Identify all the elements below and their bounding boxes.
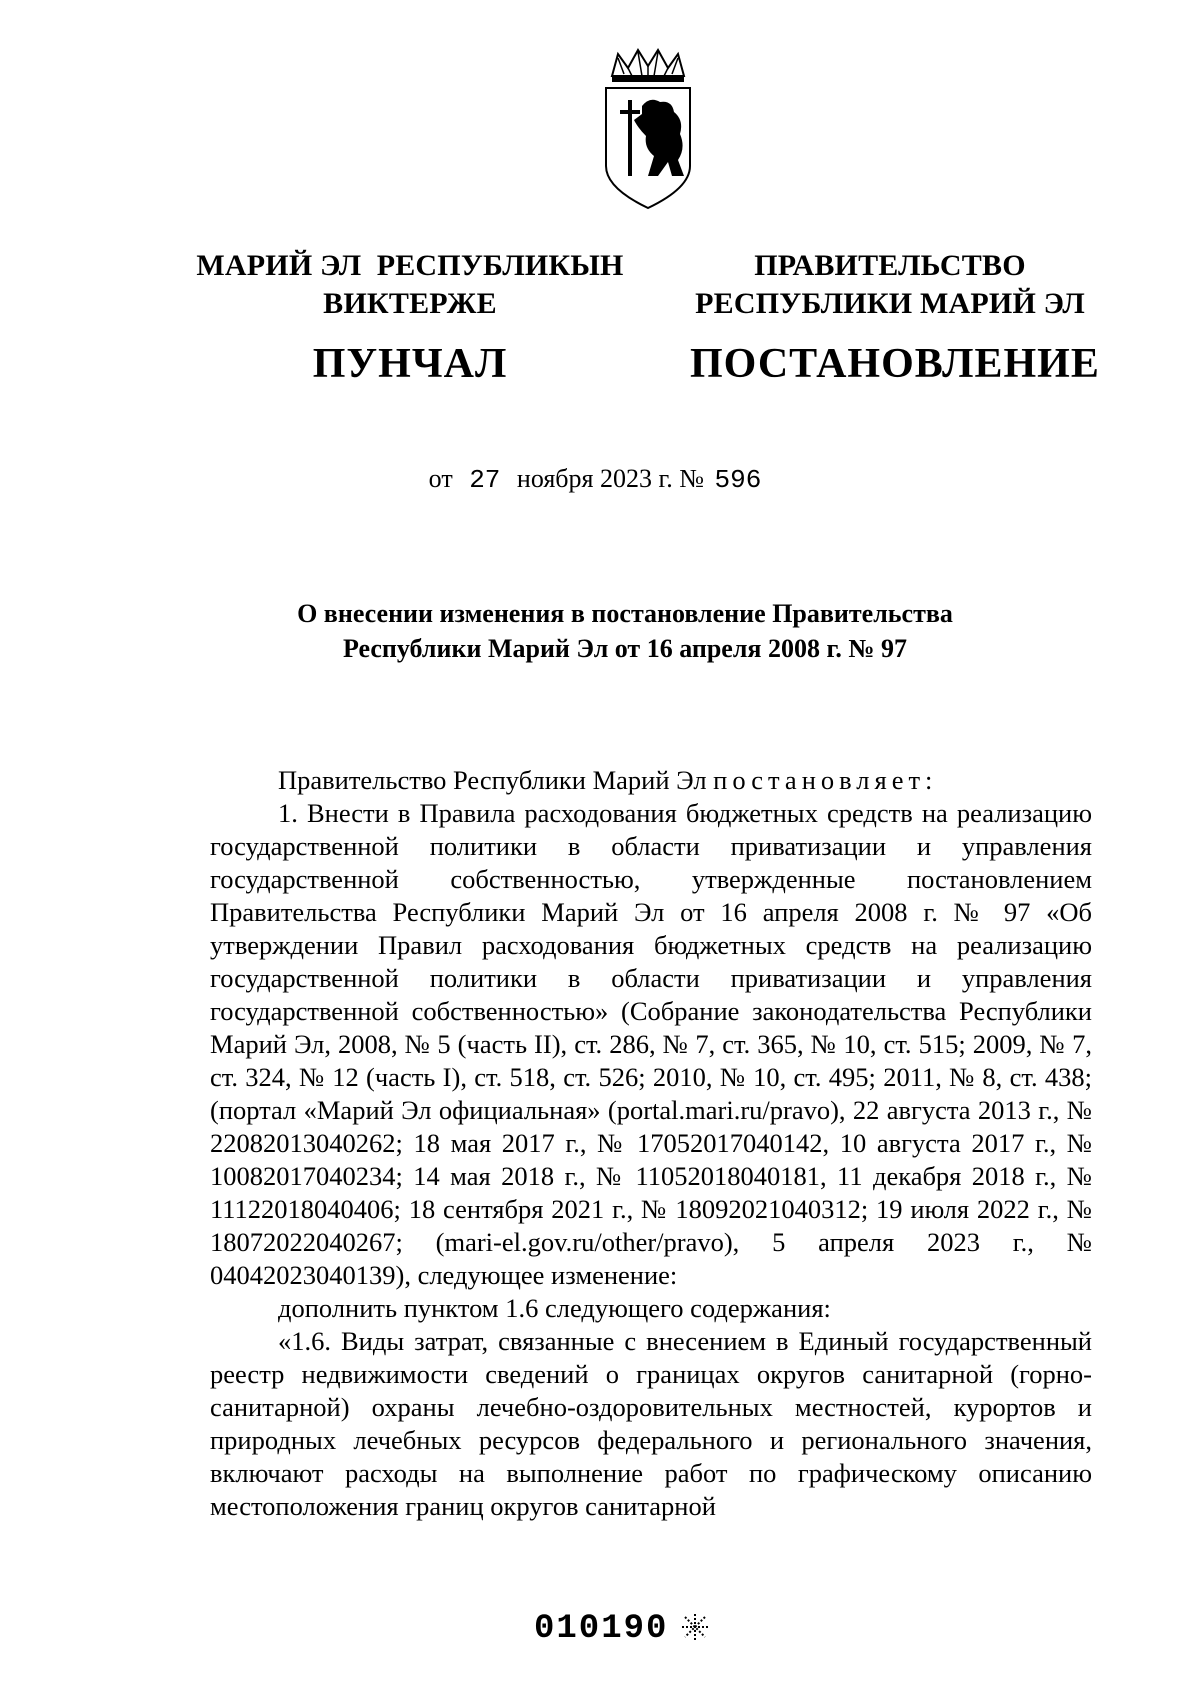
star-mark-icon (680, 1612, 710, 1642)
date-month-year: ноября 2023 г. № (516, 464, 705, 493)
date-prefix: от (428, 464, 453, 493)
footer-serial-code: 010190 (534, 1610, 669, 1648)
title-line2: Республики Марий Эл от 16 апреля 2008 г. № 97 (342, 634, 907, 663)
intro-decree-word: постановляет: (713, 765, 938, 795)
header-left-line2: ВИКТЕРЖЕ (323, 287, 497, 320)
document-number: 596 (714, 465, 762, 495)
intro-lead: Правительство Республики Марий Эл (278, 765, 707, 795)
header-left (190, 247, 630, 389)
supplement-paragraph: дополнить пунктом 1.6 следующего содержания: (278, 1293, 831, 1323)
coat-of-arms-emblem (598, 48, 698, 218)
document-body (210, 764, 1092, 1523)
title-line1: О внесении изменения в постановление Правительства (297, 599, 953, 628)
header-right-doc-type: ПОСТАНОВЛЕНИЕ (690, 341, 1100, 387)
item-1-paragraph: 1. Внести в Правила расходования бюджетных средств на реализацию государственной политики в области приватизации и управления государственной собственностью, утвержденные постановлением Правительства Республики Марий Эл от 16 апреля 2008 г. № 97 «Об утверждении Правил расходования бюджетных средств на реализацию государственной политики в области приватизации и управления государственной собственностью» (Собрание законодательства Республики Марий Эл, 2008, № 5 (часть II), ст. 286, № 7, ст. 365, № 10, ст. 515; 2009, № 7, ст. 324, № 12 (часть I), ст. 518, ст. 526; 2010, № 10, ст. 495; 2011, № 8, ст. 438; (портал «Марий Эл официальная» (portal.mari.ru/pravo), 22 августа 2013 г., № 22082013040262; 18 мая 2017 г., № 17052017040142, 10 августа 2017 г., № 10082017040234; 14 мая 2018 г., № 11052018040181, 11 декабря 2018 г., № 11122018040406; 18 сентября 2021 г., № 18092021040312; 19 июля 2022 г., № 18072022040267; (mari-el.gov.ru/other/pravo), 5 апреля 2023 г., № 04042023040139), следующее изменение: (210, 798, 1092, 1290)
intro-paragraph (210, 764, 1092, 797)
header-left-line1: МАРИЙ ЭЛ РЕСПУБЛИКЫН (196, 249, 624, 282)
header-left-doc-type: ПУНЧАЛ (312, 341, 508, 387)
item-1-6-paragraph: «1.6. Виды затрат, связанные с внесением в Единый государственный реестр недвижимости сведений о границах округов санитарной (горно-санитарной) охраны лечебно-оздоровительных местностей, курортов и природных лечебных ресурсов федерального и регионального значения, включают расходы на выполнение работ по графическому описанию местоположения границ округов санитарной (210, 1326, 1092, 1521)
date-day: 27 (469, 465, 501, 495)
header-right (690, 247, 1100, 389)
document-title (250, 596, 1000, 666)
date-line (0, 463, 1200, 496)
header-right-line1: ПРАВИТЕЛЬСТВО (754, 249, 1026, 282)
header-right-line2: РЕСПУБЛИКИ МАРИЙ ЭЛ (695, 287, 1085, 320)
